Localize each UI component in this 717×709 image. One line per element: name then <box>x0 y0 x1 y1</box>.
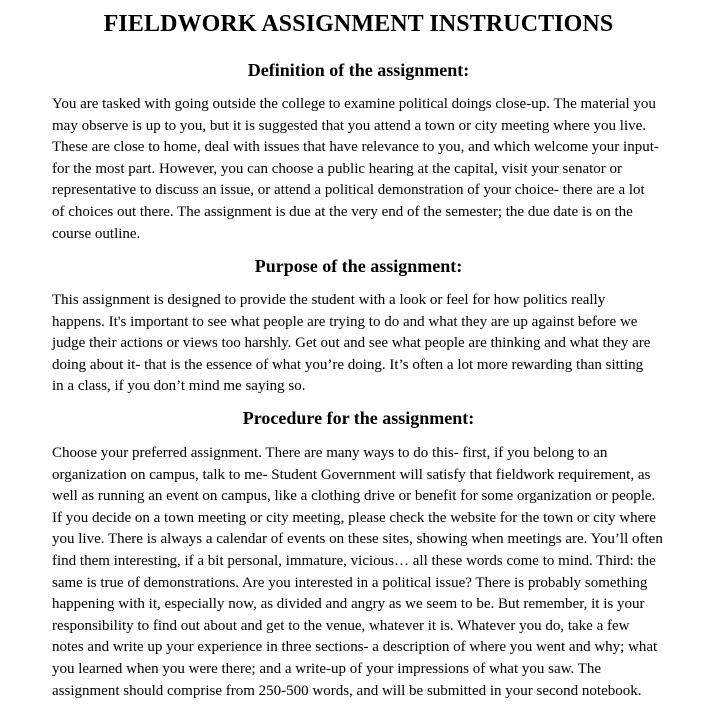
body-line: organization on campus, talk to me- Student Government will satisfy that fieldwork requirement, as <box>52 466 651 483</box>
body-line: you live. There is always a calendar of events on these sites, showing when meetings are. You’ll often <box>52 531 663 548</box>
body-line: Choose your preferred assignment. There are many ways to do this- first, if you belong to an <box>52 445 608 461</box>
body-line: you learned when you were there; and a write-up of your impressions of what you saw. The <box>52 660 602 677</box>
body-line: of choices out there. The assignment is due at the very end of the semester; the due date is on the <box>52 203 633 220</box>
body-line: notes and write up your experience in three sections- a description of where you went and why; what <box>52 639 658 656</box>
body-line: well as running an event on campus, like a clothing drive or benefit for some organization or people. <box>52 488 656 505</box>
body-line: course outline. <box>52 225 141 242</box>
section-heading-purpose: Purpose of the assignment: <box>254 256 463 276</box>
body-line: representative to discuss an issue, or attend a political demonstration of your choice- there are a lot <box>52 182 645 199</box>
section-body-purpose <box>52 290 682 398</box>
body-line: If you decide on a town meeting or city meeting, please check the website for the town or city where <box>52 509 656 526</box>
body-line: You are tasked with going outside the college to examine political doings close-up. The material you <box>52 96 656 112</box>
section-body-definition <box>52 94 682 245</box>
body-line: in a class, if you don’t mind me saying so. <box>52 378 306 395</box>
body-line: responsibility to find out about and get to the venue, whatever it is. Whatever you do, take a few <box>52 617 630 634</box>
body-line: doing about it- that is the essence of what you’re doing. It’s often a lot more rewarding than sitting <box>52 356 644 373</box>
section-heading-definition: Definition of the assignment: <box>247 60 470 80</box>
body-line: judge their actions or views too harshly. Get out and see what people are thinking and what they are <box>52 335 651 352</box>
body-line: happening with it, especially now, as divided and angry as we seem to be. But remember, it is your <box>52 596 645 613</box>
document-title: FIELDWORK ASSIGNMENT INSTRUCTIONS <box>103 11 614 37</box>
body-line: same is true of demonstrations. Are you interested in a political issue? There is probably something <box>52 574 648 591</box>
section-heading-procedure: Procedure for the assignment: <box>242 408 475 428</box>
body-line: These are close to home, deal with issues that have relevance to you, and which welcome your input- <box>52 139 659 156</box>
body-line: may observe is up to you, but it is suggested that you attend a town or city meeting where you live. <box>52 117 647 134</box>
body-line: This assignment is designed to provide the student with a look or feel for how politics really <box>52 292 606 308</box>
body-line: find them interesting, if a bit personal, immature, vicious… all these words come to mind. Third: the <box>52 552 656 569</box>
section-body-procedure <box>52 443 682 702</box>
body-line: for the most part. However, you can choose a public hearing at the capital, visit your senator or <box>52 160 623 177</box>
body-line: happens. It's important to see what people are trying to do and what they are up against before we <box>52 313 638 330</box>
body-line: assignment should comprise from 250-500 words, and will be submitted in your second notebook. <box>52 682 642 699</box>
